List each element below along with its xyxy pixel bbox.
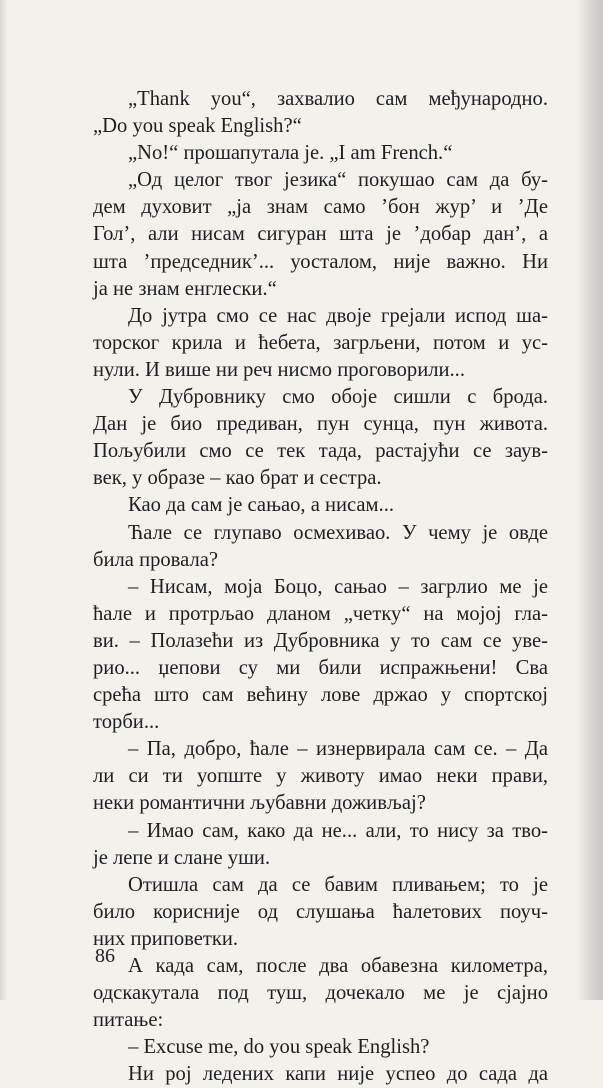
text-line: питање:	[93, 1009, 164, 1032]
body-text	[93, 86, 548, 1088]
text-line: – Нисам, моја Боцо, сањао – загрлио ме је	[128, 575, 548, 598]
text-line: – Excuse me, do you speak English?	[128, 1036, 430, 1059]
text-line: ћале и протрљао дланом „четку“ на мојој гла-	[93, 602, 548, 625]
text-line: Ни рој ледених капи није успео до сада да	[128, 1063, 548, 1086]
text-line: Дан је био предиван, пун сунца, пун живота.	[93, 413, 548, 436]
text-line: „Do you speak English?“	[93, 115, 302, 138]
text-line: Пољубили смо се тек тада, растајући се заув-	[93, 440, 548, 463]
text-line: У Дубровнику смо обоје сишли с брода.	[128, 386, 548, 409]
text-line: – Имао сам, како да не... али, то нису за тво-	[128, 819, 548, 842]
text-line: них приповетки.	[93, 927, 239, 950]
text-line: век, у образе – као брат и сестра.	[93, 467, 382, 490]
text-line: шта ’председник’... уосталом, није важно. Ни	[93, 250, 548, 273]
text-line: Ћале се глупаво осмехивао. У чему је овде	[128, 521, 548, 544]
text-line: неки романтични љубавни доживљај?	[93, 792, 426, 815]
text-line: нули. И више ни реч нисмо проговорили...	[93, 358, 465, 381]
page-number: 86	[95, 945, 115, 967]
text-line: „Thank you“, захвалио сам међународно.	[128, 88, 548, 110]
text-line: торби...	[93, 711, 160, 734]
text-line: Отишла сам да се бавим пливањем; то је	[128, 873, 548, 896]
text-line: торског крила и ћебета, загрљени, потом и ус-	[93, 331, 548, 354]
page-edge-shading	[0, 0, 8, 1000]
text-line: До јутра смо се нас двоје грејали испод ша-	[128, 304, 548, 327]
text-line: рио... џепови су ми били испражњени! Сва	[93, 656, 548, 679]
text-line: дем духовит „ја знам само ’бон жур’ и ’Де	[93, 196, 548, 219]
text-line: – Па, добро, ћале – изнервирала сам се. – Да	[128, 738, 548, 761]
text-line: одскакутала под туш, дочекало ме је сјајно	[93, 982, 548, 1005]
text-line: А када сам, после два обавезна километра,	[128, 955, 548, 977]
text-line: ви. – Полазећи из Дубровника у то сам се уве-	[93, 629, 548, 652]
page-gutter-shadow	[577, 0, 603, 1000]
text-line: Као да сам је сањао, а нисам...	[128, 494, 395, 517]
text-line: Гол’, али нисам сигуран шта је ’добар дан’, а	[93, 223, 548, 246]
text-line: срећа што сам већину лове држао у спортској	[93, 684, 548, 707]
text-line: ли си ти уопште у животу имао неки прави,	[93, 765, 548, 788]
text-line: „No!“ прошапутала је. „I am French.“	[128, 142, 453, 165]
text-line: „Од целог твог језика“ покушао сам да бу-	[128, 169, 548, 192]
text-line: било корисније од слушања ћалетових поуч-	[93, 900, 548, 923]
text-line: била провала?	[93, 548, 219, 571]
text-line: ја не знам енглески.“	[93, 277, 277, 300]
text-line: је лепе и слане уши.	[93, 846, 271, 869]
